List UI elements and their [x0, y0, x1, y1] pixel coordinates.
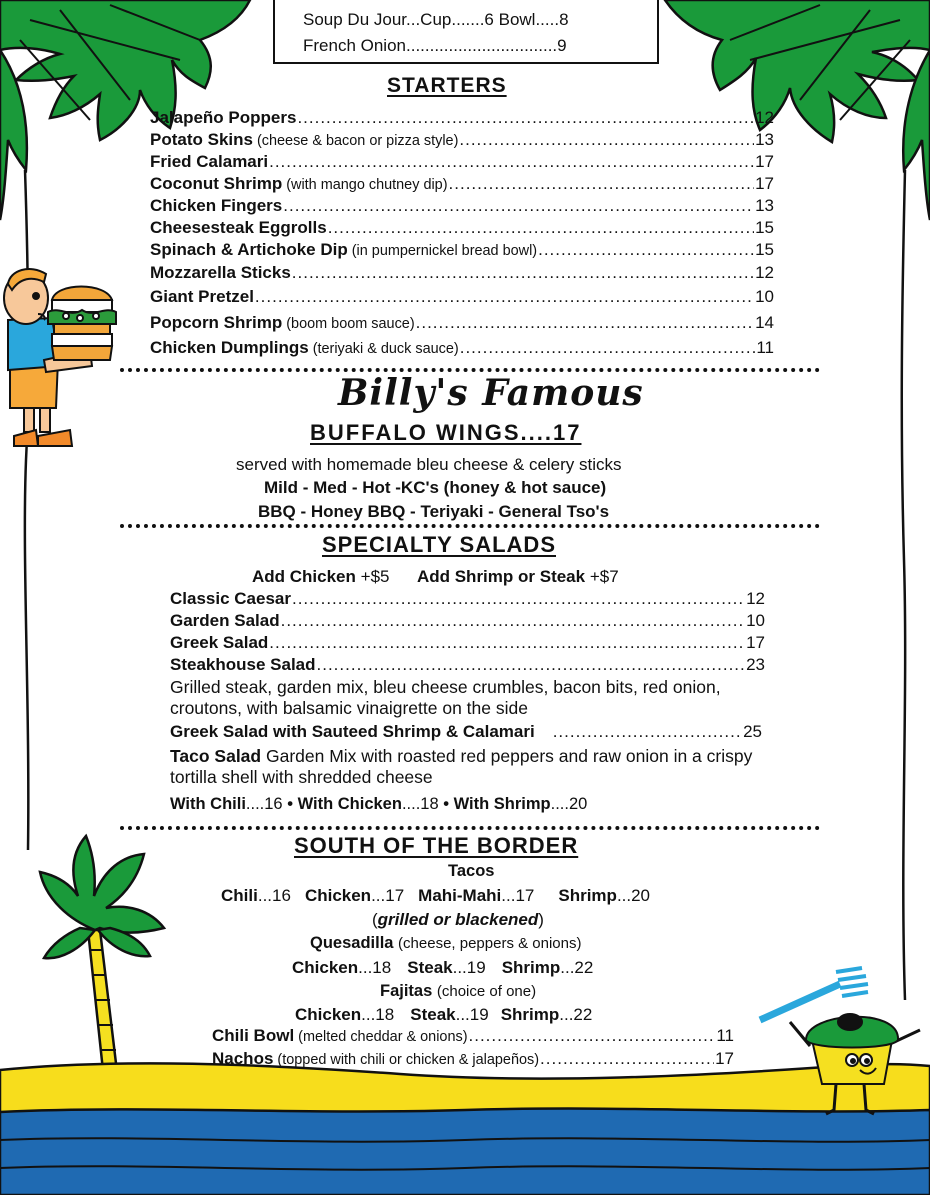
- item-name: Giant Pretzel: [150, 287, 254, 306]
- fajitas-label: Fajitas: [380, 982, 433, 1000]
- fajitas-shrimp-price: ...22: [559, 1005, 593, 1024]
- quesadilla-label: Quesadilla: [310, 934, 394, 952]
- item-note: (teriyaki & duck sauce): [312, 341, 459, 357]
- item-name: Classic Caesar: [170, 589, 291, 608]
- quesadilla-shrimp-label: Shrimp: [501, 958, 561, 977]
- dot-leader: [538, 240, 754, 260]
- salad-item-row: [170, 633, 765, 653]
- dot-leader: [469, 1026, 716, 1046]
- item-name: Cheesesteak Eggrolls: [150, 218, 327, 237]
- item-note: (topped with chili or chicken & jalapeños): [277, 1052, 540, 1068]
- taco-salad-description: Garden Mix with roasted red peppers and raw onion in a crispy tortilla shell with shredded cheese: [170, 746, 753, 787]
- water-icon: [0, 1109, 930, 1195]
- starter-item-row: [150, 218, 774, 238]
- dot-leader: [328, 218, 754, 238]
- item-price: 25: [743, 722, 762, 741]
- item-price: 12: [746, 589, 765, 608]
- fajitas-chicken-label: Chicken: [295, 1005, 362, 1024]
- quesadilla-steak-price: ...19: [452, 958, 486, 977]
- dot-leader: [540, 1049, 714, 1069]
- item-note: (cheese & bacon or pizza style): [256, 133, 459, 149]
- bullet: •: [438, 795, 454, 813]
- item-name: Popcorn Shrimp: [150, 313, 283, 332]
- tacos-options: [221, 886, 650, 906]
- taco-option-chicken-label: With Chicken: [297, 795, 402, 813]
- taco-shrimp-price: ...20: [616, 886, 651, 905]
- item-name: Nachos: [212, 1049, 274, 1068]
- add-shrimp-steak-price: +$7: [589, 567, 619, 586]
- salad-item-row: [170, 655, 765, 675]
- taco-chili-price: ...16: [257, 886, 291, 905]
- taco-chili-label: Chili: [221, 886, 258, 905]
- soup-box: [273, 0, 659, 64]
- item-name: Garden Salad: [170, 611, 280, 630]
- dot-leader: [553, 722, 742, 742]
- item-note: (with mango chutney dip): [286, 177, 448, 193]
- item-price: 13: [755, 130, 774, 149]
- item-name: Potato Skins: [150, 130, 253, 149]
- starter-item-row: [150, 240, 774, 260]
- taco-mahimahi-price: ...17: [501, 886, 535, 905]
- item-price: 12: [755, 263, 774, 282]
- starters-heading: STARTERS: [387, 74, 507, 97]
- starter-item-row: [150, 313, 774, 333]
- french-onion-line: French Onion................................9: [303, 36, 567, 55]
- specialty-salads-heading: SPECIALTY SALADS: [322, 532, 556, 557]
- item-price: 17: [746, 633, 765, 652]
- starter-item-row: [150, 174, 774, 194]
- starter-item-row: [150, 338, 774, 358]
- wings-flavors-line1: Mild - Med - Hot -KC's (honey & hot sauce): [264, 478, 607, 497]
- dot-leader: [283, 196, 754, 216]
- dot-leader: [317, 655, 746, 675]
- taco-option-chili-label: With Chili: [170, 795, 246, 813]
- fajitas-options: [295, 1005, 592, 1025]
- dot-leader: [449, 174, 755, 194]
- item-name: Steakhouse Salad: [170, 655, 316, 674]
- steakhouse-salad-description: Grilled steak, garden mix, bleu cheese crumbles, bacon bits, red onion, croutons, with balsamic vinaigrette on the side: [170, 677, 721, 718]
- chef-burger-mascot-icon: [4, 269, 116, 446]
- quesadilla-note: (cheese, peppers & onions): [398, 935, 582, 952]
- item-price: 17: [755, 152, 774, 171]
- taco-option-shrimp-price: ....20: [550, 795, 588, 813]
- dot-leader: [459, 130, 754, 150]
- wings-flavors-line2: BBQ - Honey BBQ - Teriyaki - General Tso's: [258, 502, 610, 521]
- item-price: 11: [756, 338, 774, 357]
- item-price: 17: [755, 174, 774, 193]
- item-note: (boom boom sauce): [286, 316, 415, 332]
- divider: [120, 826, 820, 830]
- item-note: (melted cheddar & onions): [298, 1029, 468, 1045]
- quesadilla-chicken-price: ...18: [358, 958, 392, 977]
- item-price: 17: [715, 1049, 734, 1068]
- dot-leader: [281, 611, 745, 631]
- item-price: 14: [755, 313, 774, 332]
- divider: [120, 524, 820, 528]
- item-name: Coconut Shrimp: [150, 174, 283, 193]
- dot-leader: [460, 338, 756, 358]
- item-name: Jalapeño Poppers: [150, 108, 297, 127]
- billys-famous-script-title: Billy's Famous: [338, 372, 644, 414]
- palm-tree-icon: [40, 836, 164, 1080]
- starter-item-row: [150, 152, 774, 172]
- nachos-row: [212, 1049, 734, 1069]
- tacos-label: Tacos: [448, 862, 495, 880]
- grilled-or-blackened: (grilled or blackened): [372, 910, 544, 929]
- fajitas-chicken-price: ...18: [361, 1005, 395, 1024]
- add-shrimp-steak-label: Add Shrimp or Steak: [416, 567, 586, 586]
- wings-description: served with homemade bleu cheese & celery sticks: [236, 455, 622, 474]
- item-price: 15: [755, 218, 774, 237]
- fajitas-shrimp-label: Shrimp: [500, 1005, 560, 1024]
- taco-salad-block: [170, 746, 780, 788]
- item-name: Greek Salad with Sauteed Shrimp & Calamari: [170, 722, 535, 741]
- quesadilla-shrimp-price: ...22: [560, 958, 594, 977]
- taco-shrimp-label: Shrimp: [558, 886, 617, 905]
- buffalo-wings-heading: BUFFALO WINGS....17: [310, 420, 582, 445]
- item-price: 13: [755, 196, 774, 215]
- bullet: •: [282, 795, 298, 813]
- starter-item-row: [150, 287, 774, 307]
- item-name: Mozzarella Sticks: [150, 263, 291, 282]
- fajitas-steak-price: ...19: [455, 1005, 489, 1024]
- dot-leader: [292, 589, 745, 609]
- taco-option-chicken-price: ....18: [401, 795, 439, 813]
- item-note: (in pumpernickel bread bowl): [351, 243, 538, 259]
- item-name: Fried Calamari: [150, 152, 269, 171]
- starter-item-row: [150, 108, 774, 128]
- add-chicken-label: Add Chicken: [252, 567, 356, 586]
- salad-item-row: [170, 611, 765, 631]
- item-price: 10: [746, 611, 765, 630]
- taco-mahimahi-label: Mahi-Mahi: [418, 886, 502, 905]
- item-name: Chicken Dumplings: [150, 338, 309, 357]
- taco-chicken-price: ...17: [371, 886, 405, 905]
- grilled-or-blackened-text: grilled or blackened: [377, 910, 539, 929]
- south-of-the-border-heading: SOUTH OF THE BORDER: [294, 833, 579, 858]
- item-name: Greek Salad: [170, 633, 269, 652]
- fajitas-line: [380, 982, 536, 1001]
- starter-item-row: [150, 130, 774, 150]
- dot-leader: [255, 287, 754, 307]
- chili-bowl-row: [212, 1026, 734, 1046]
- item-price: 15: [755, 240, 774, 259]
- item-price: 12: [755, 108, 774, 127]
- dot-leader: [292, 263, 754, 283]
- item-price: 11: [716, 1026, 734, 1045]
- dot-leader: [297, 108, 754, 128]
- dot-leader: [416, 313, 754, 333]
- item-price: 23: [746, 655, 765, 674]
- quesadilla-steak-label: Steak: [407, 958, 453, 977]
- starter-item-row: [150, 263, 774, 283]
- item-name: Chicken Fingers: [150, 196, 283, 215]
- item-price: 10: [755, 287, 774, 306]
- quesadilla-chicken-label: Chicken: [292, 958, 359, 977]
- dot-leader: [269, 633, 745, 653]
- taco-salad-name: Taco Salad: [170, 746, 262, 766]
- taco-option-chili-price: ....16: [245, 795, 283, 813]
- salad-addons: [252, 567, 619, 587]
- fajitas-steak-label: Steak: [410, 1005, 456, 1024]
- item-name: Spinach & Artichoke Dip: [150, 240, 348, 259]
- starter-item-row: [150, 196, 774, 216]
- dot-leader: [269, 152, 754, 172]
- salad-item-row: [170, 589, 765, 609]
- taco-option-shrimp-label: With Shrimp: [453, 795, 551, 813]
- fajitas-note: (choice of one): [436, 983, 537, 1000]
- taco-chicken-label: Chicken: [304, 886, 372, 905]
- item-name: Chili Bowl: [212, 1026, 295, 1045]
- soup-du-jour-line: Soup Du Jour...Cup.......6 Bowl.....8: [303, 10, 569, 29]
- greek-shrimp-calamari-row: [170, 722, 762, 742]
- add-chicken-price: +$5: [360, 567, 390, 586]
- quesadilla-options: [292, 958, 593, 978]
- quesadilla-line: [310, 934, 582, 953]
- taco-salad-options: [170, 795, 587, 814]
